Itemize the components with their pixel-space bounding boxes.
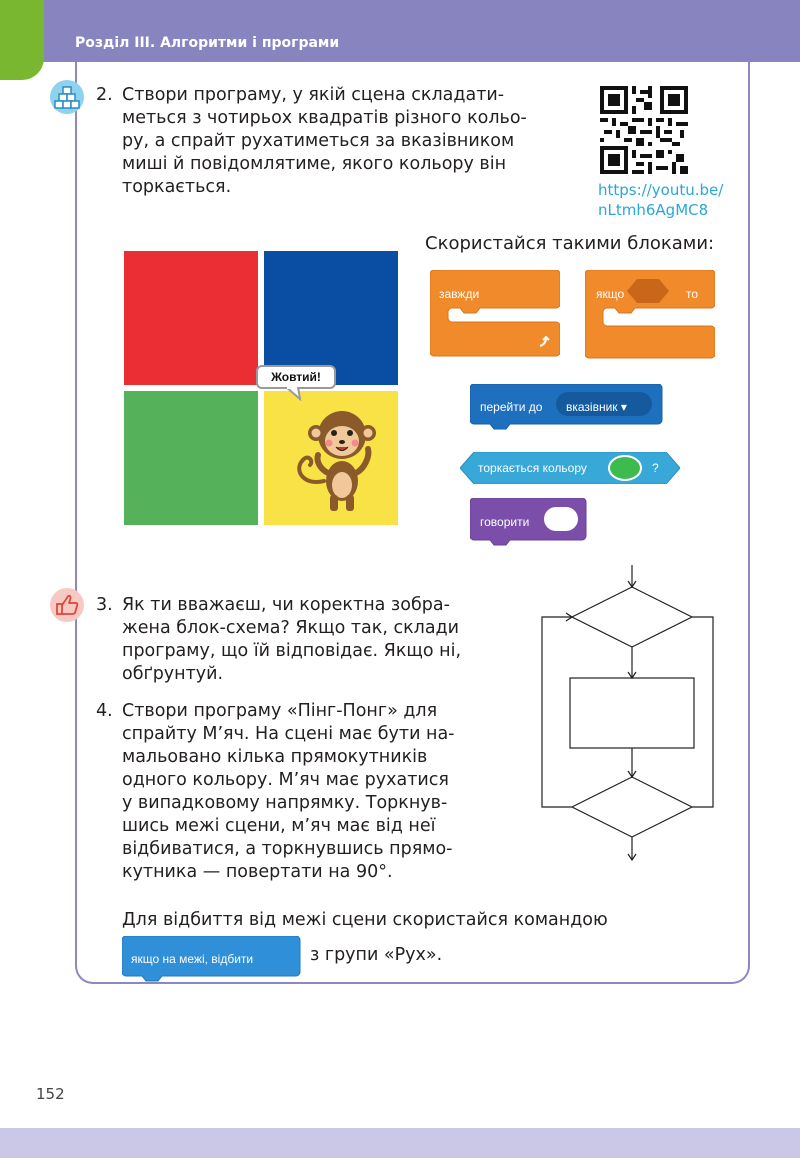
footer-band — [0, 1128, 800, 1158]
text-line: мальовано кілька прямокутників — [122, 747, 428, 767]
touching-question: ? — [652, 461, 659, 475]
page-number: 152 — [36, 1085, 65, 1103]
scratch-stage — [124, 251, 398, 525]
qr-code[interactable] — [600, 86, 688, 174]
blocks-icon — [50, 80, 84, 114]
forever-block[interactable] — [430, 270, 560, 358]
text-line: меться з чотирьох квадратів різного кольо- — [122, 108, 527, 128]
task-2-text — [96, 84, 567, 199]
text-line: миші й повідомлятиме, якого кольору він — [122, 154, 507, 174]
text-line: обґрунтуй. — [122, 664, 224, 684]
goto-label: перейти до — [480, 400, 543, 414]
task-4-text — [96, 700, 502, 884]
text-line: Створи програму «Пінг-Понг» для — [122, 701, 438, 721]
task-3-text — [96, 594, 502, 686]
text-line: шись межі сцени, м’яч має від неї — [122, 816, 436, 836]
text-line: кутника — повертати на 90°. — [122, 862, 393, 882]
then-label: то — [686, 287, 699, 301]
text-line: одного кольору. М’яч має рухатися — [122, 770, 449, 790]
task-number: 2. — [96, 85, 113, 105]
bounce-label: якщо на межі, відбити — [131, 952, 254, 966]
forever-label: завжди — [439, 287, 480, 301]
speech-bubble — [256, 365, 336, 389]
flowchart — [530, 565, 730, 865]
link-line-2[interactable]: nLtmh6AgMC8 — [598, 201, 709, 219]
monkey-sprite — [284, 391, 394, 516]
red-square — [124, 251, 258, 385]
section-tab — [0, 0, 44, 80]
blocks-title: Скористайся такими блоками: — [425, 233, 715, 254]
if-then-block[interactable] — [585, 270, 715, 360]
text-line: торкається. — [122, 177, 232, 197]
hint-line: Для відбиття від межі сцени скористайся командою — [122, 910, 608, 930]
section-title: Розділ ІІІ. Алгоритми і програми — [75, 35, 340, 51]
task-number: 3. — [96, 595, 113, 615]
green-square — [124, 391, 258, 525]
video-link[interactable] — [598, 180, 723, 220]
link-line-1[interactable]: https://youtu.be/ — [598, 181, 724, 199]
text-line: ру, а спрайт рухатиметься за вказівником — [122, 131, 515, 151]
say-label: говорити — [480, 515, 530, 529]
goto-option[interactable]: вказівник ▾ — [566, 400, 627, 414]
text-line: у випадковому напрямку. Торкнув- — [122, 793, 448, 813]
if-label: якщо — [596, 287, 625, 301]
touching-label: торкається кольору — [478, 461, 587, 475]
text-line: відбиватися, а торкнувшись прямо- — [122, 839, 453, 859]
text-line: жена блок-схема? Якщо так, склади — [122, 618, 460, 638]
text-line: програму, що їй відповідає. Якщо ні, — [122, 641, 462, 661]
text-line: Як ти вважаєш, чи коректна зобра- — [122, 595, 450, 615]
text-line: Створи програму, у якій сцена складати- — [122, 85, 505, 105]
thumbs-up-icon — [50, 588, 84, 622]
header-bar — [0, 0, 800, 62]
hint-tail: з групи «Рух». — [310, 945, 443, 965]
text-line: спрайту М’яч. На сцені має бути на- — [122, 724, 455, 744]
task-number: 4. — [96, 701, 113, 721]
speech-text: Жовтий! — [271, 370, 321, 384]
